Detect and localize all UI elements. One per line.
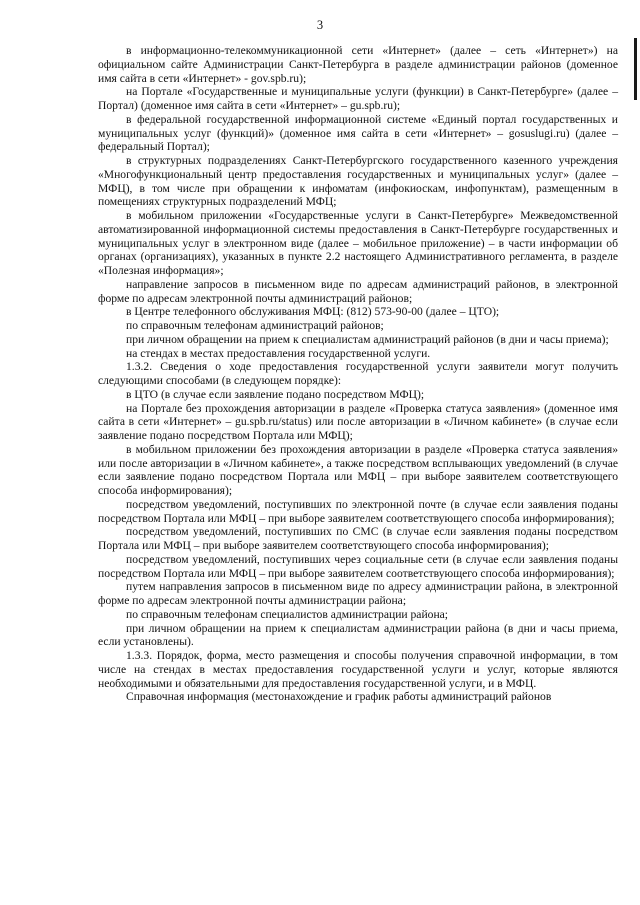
paragraph: по справочным телефонам специалистов администрации района; <box>126 607 449 621</box>
paragraph: посредством уведомлений, поступивших через социальные сети (в случае если заявления поданы посредством Портала или МФЦ – при выборе заявителем соответствующего способа информирования); <box>98 552 618 580</box>
paragraph: на стендах в местах предоставления государственной услуги. <box>126 346 431 360</box>
paragraph: в мобильном приложении «Государственные услуги в Санкт-Петербурге» Межведомственной автоматизированной информационной системы предоставления в Санкт-Петербурге государственных и муниципальных услуг в электронном виде (далее – мобильное приложение) – в части информации об органах (организациях), указанных в пункте 2.2 настоящего Административного регламента, в разделе «Полезная информация»; <box>98 209 618 277</box>
scan-edge-mark <box>634 38 637 100</box>
paragraph: в ЦТО (в случае если заявление подано посредством МФЦ); <box>126 387 425 401</box>
paragraph: путем направления запросов в письменном виде по адресу администрации района, в электронной форме по адресам электронной почты администрации района; <box>98 580 618 607</box>
paragraph: в Центре телефонного обслуживания МФЦ: (812) 573-90-00 (далее – ЦТО); <box>126 305 500 319</box>
paragraph: на Портале «Государственные и муниципальные услуги (функции) в Санкт-Петербурге» (далее – Портал) (доменное имя сайта в сети «Интернет» – gu.spb.ru); <box>98 85 618 112</box>
paragraph: в мобильном приложении без прохождения авторизации в разделе «Проверка статуса заявления» или после авторизации в «Личном кабинете», а также посредством всплывающих уведомлений (в случае если заявление подано посредством Портала или МФЦ – при выборе заявителем соответствующего способа информирования); <box>98 442 618 497</box>
page-number: 3 <box>316 18 324 32</box>
paragraph: при личном обращении на прием к специалистам администрации района (в дни и часы приема, если установлены). <box>98 621 618 649</box>
paragraph: в структурных подразделениях Санкт-Петербургского государственного казенного учреждения «Многофункциональный центр предоставления государственных и муниципальных услуг» (далее – МФЦ), в том числе при обращении к инфоматам (инфокиоскам, инфопунктам), размещенным в помещениях структурных подразделений МФЦ; <box>98 154 618 209</box>
paragraph: в федеральной государственной информационной системе «Единый портал государственных и муниципальных услуг (функций)» (доменное имя сайта в сети «Интернет» – gosuslugi.ru) (далее – федеральный Портал); <box>98 112 618 154</box>
paragraph: посредством уведомлений, поступивших по электронной почте (в случае если заявления поданы посредством Портала или МФЦ – при выборе заявителем соответствующего способа информирования); <box>98 497 618 525</box>
section-paragraph: 1.3.3. Порядок, форма, место размещения и способы получения справочной информации, в том числе на стендах в местах предоставления государственной услуги и услуг, которые являются необходимыми и обязательными для предоставления государственной услуги, и в МФЦ. <box>98 649 618 690</box>
paragraph: посредством уведомлений, поступивших по СМС (в случае если заявления поданы посредством Портала или МФЦ – при выборе заявителем соответствующего способа информирования); <box>98 525 618 552</box>
paragraph: на Портале без прохождения авторизации в разделе «Проверка статуса заявления» (доменное имя сайта в сети «Интернет» – gu.spb.ru/status) или после авторизации в «Личном кабинете» (в случае если заявление подано посредством Портала или МФЦ); <box>98 401 618 442</box>
paragraph: при личном обращении на прием к специалистам администраций районов (в дни и часы приема); <box>126 332 609 346</box>
paragraph: по справочным телефонам администраций районов; <box>126 319 384 332</box>
paragraph-intro: в информационно-телекоммуникационной сети «Интернет» (далее – сеть «Интернет») на официальном сайте Администрации Санкт-Петербурга в разделе администрации районов (доменное имя сайта в сети «Интернет» - gov.spb.ru); <box>98 44 618 85</box>
paragraph: направление запросов в письменном виде по адресам администраций районов, в электронной форме по адресам электронной почты администраций районов; <box>98 277 618 305</box>
document-body <box>98 44 618 704</box>
section-paragraph: 1.3.2. Сведения о ходе предоставления государственной услуги заявители могут получить следующими способами (в следующем порядке): <box>98 360 618 387</box>
paragraph: Справочная информация (местонахождение и график работы администраций районов <box>126 690 552 704</box>
